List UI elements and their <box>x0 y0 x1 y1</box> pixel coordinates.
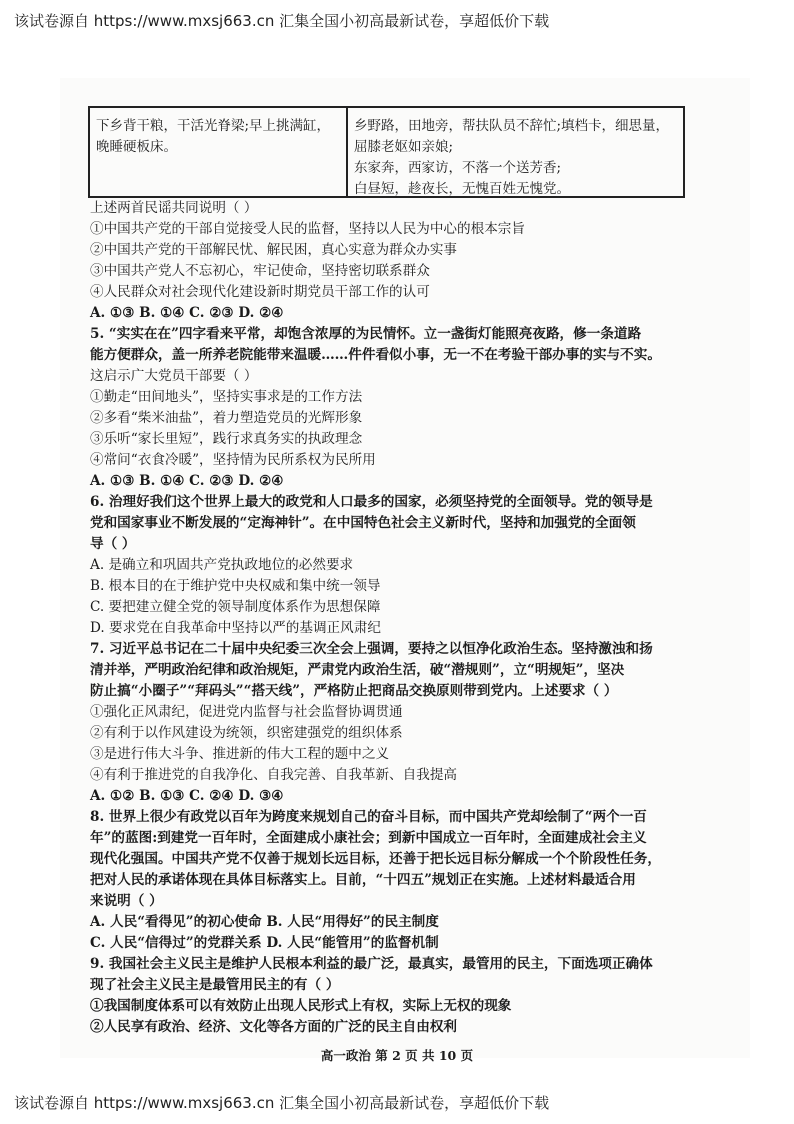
question-text: 导（ ） <box>90 536 136 552</box>
question-text: 现代化强国。中国共产党不仅善于规划长远目标，还善于把长远目标分解成一个个阶段性任务， <box>90 851 661 867</box>
option-line: ①强化正风肃纪，促进党内监督与社会监督协调贯通 <box>90 704 403 720</box>
question-text: 5. “实实在在”四字看来平常，却饱含浓厚的为民情怀。立一盏街灯能照亮夜路，修一条道路 <box>90 326 642 342</box>
source-banner-top: 该试卷源自 https://www.mxsj663.cn 汇集全国小初高最新试卷，享超低价下载 <box>14 12 550 30</box>
option-line: ④常问“衣食冷暖”，坚持情为民所系权为民所用 <box>90 452 376 468</box>
option-line: ②中国共产党的干部解民忧、解民困，真心实意为群众办实事 <box>90 242 458 258</box>
question-stem: 上述两首民谣共同说明（ ） <box>90 200 258 216</box>
option-line: ④有利于推进党的自我净化、自我完善、自我革新、自我提高 <box>90 767 458 783</box>
question-text: 9. 我国社会主义民主是维护人民根本利益的最广泛，最真实，最管用的民主，下面选项正确体 <box>90 956 653 972</box>
option-line: ④人民群众对社会现代化建设新时期党员干部工作的认可 <box>90 284 430 300</box>
question-text: 把对人民的承诺体现在具体目标落实上。目前，“十四五”规划正在实施。上述材料最适合用 <box>90 872 636 888</box>
question-text: 能方便群众，盖一所养老院能带来温暖……件件看似小事，无一不在考验干部办事的实与不实。 <box>90 347 661 363</box>
answer-choices: A. ①③ B. ①④ C. ②③ D. ②④ <box>90 473 284 489</box>
option-line: A. 人民“看得见”的初心使命 B. 人民“用得好”的民主制度 <box>90 914 439 930</box>
rhyme-right-line: 乡野路，田地旁，帮扶队员不辞忙;填档卡，细思量， <box>354 118 670 134</box>
rhyme-right-line: 屈膝老妪如亲娘; <box>354 139 454 155</box>
question-content <box>90 198 690 1038</box>
option-line: ②人民享有政治、经济、文化等各方面的广泛的民主自由权利 <box>90 1019 458 1035</box>
rhyme-left-cell <box>90 108 348 196</box>
question-text: 8. 世界上很少有政党以百年为跨度来规划自己的奋斗目标，而中国共产党却绘制了“两个一百 <box>90 809 647 825</box>
question-text: 年”的蓝图:到建党一百年时，全面建成小康社会；到新中国成立一百年时，全面建成社会主义 <box>90 830 647 846</box>
page-footer: 高一政治 第 2 页 共 10 页 <box>320 1048 474 1063</box>
question-text: 现了社会主义民主是最管用民主的有（ ） <box>90 977 340 993</box>
rhyme-left-line: 晚睡硬板床。 <box>96 139 177 155</box>
question-text: 清并举，严明政治纪律和政治规矩，严肃党内政治生活，破“潜规则”，立“明规矩”，坚决 <box>90 662 625 678</box>
option-line: A. 是确立和巩固共产党执政地位的必然要求 <box>90 557 354 573</box>
option-line: ②多看“柴米油盐”，着力塑造党员的光辉形象 <box>90 410 363 426</box>
option-line: ③是进行伟大斗争、推进新的伟大工程的题中之义 <box>90 746 390 762</box>
rhyme-left-line: 下乡背干粮，干活光脊梁;早上挑满缸， <box>96 118 331 134</box>
question-stem: 这启示广大党员干部要（ ） <box>90 368 258 384</box>
option-line: ③中国共产党人不忘初心，牢记使命，坚持密切联系群众 <box>90 263 430 279</box>
source-banner-bottom: 该试卷源自 https://www.mxsj663.cn 汇集全国小初高最新试卷，享超低价下载 <box>14 1094 550 1112</box>
question-text: 防止搞“小圈子”“拜码头”“搭天线”，严格防止把商品交换原则带到党内。上述要求（ ） <box>90 683 618 699</box>
rhyme-right-cell <box>348 108 683 196</box>
option-line: B. 根本目的在于维护党中央权威和集中统一领导 <box>90 578 381 594</box>
question-text: 6. 治理好我们这个世界上最大的政党和人口最多的国家，必须坚持党的全面领导。党的领导是 <box>90 494 653 510</box>
option-line: ①中国共产党的干部自觉接受人民的监督，坚持以人民为中心的根本宗旨 <box>90 221 525 237</box>
folk-rhyme-table <box>88 106 685 198</box>
option-line: ③乐听“家长里短”，践行求真务实的执政理念 <box>90 431 363 447</box>
option-line: ②有利于以作风建设为统领，织密建强党的组织体系 <box>90 725 403 741</box>
option-line: ①我国制度体系可以有效防止出现人民形式上有权，实际上无权的现象 <box>90 998 512 1014</box>
question-text: 党和国家事业不断发展的“定海神针”。在中国特色社会主义新时代，坚持和加强党的全面领 <box>90 515 636 531</box>
option-line: ①勤走“田间地头”，坚持实事求是的工作方法 <box>90 389 363 405</box>
answer-choices: A. ①③ B. ①④ C. ②③ D. ②④ <box>90 305 284 321</box>
rhyme-right-line: 东家奔，西家访，不落一个送芳香; <box>354 160 562 176</box>
option-line: D. 要求党在自我革命中坚持以严的基调正风肃纪 <box>90 620 381 636</box>
answer-choices: A. ①② B. ①③ C. ②④ D. ③④ <box>90 788 284 804</box>
rhyme-right-line: 白昼短，趁夜长，无愧百姓无愧党。 <box>354 181 570 197</box>
question-text: 来说明（ ） <box>90 893 163 909</box>
question-text: 7. 习近平总书记在二十届中央纪委三次全会上强调，要持之以恒净化政治生态。坚持激浊和扬 <box>90 641 653 657</box>
option-line: C. 要把建立健全党的领导制度体系作为思想保障 <box>90 599 381 615</box>
option-line: C. 人民“信得过”的党群关系 D. 人民“能管用”的监督机制 <box>90 935 439 951</box>
